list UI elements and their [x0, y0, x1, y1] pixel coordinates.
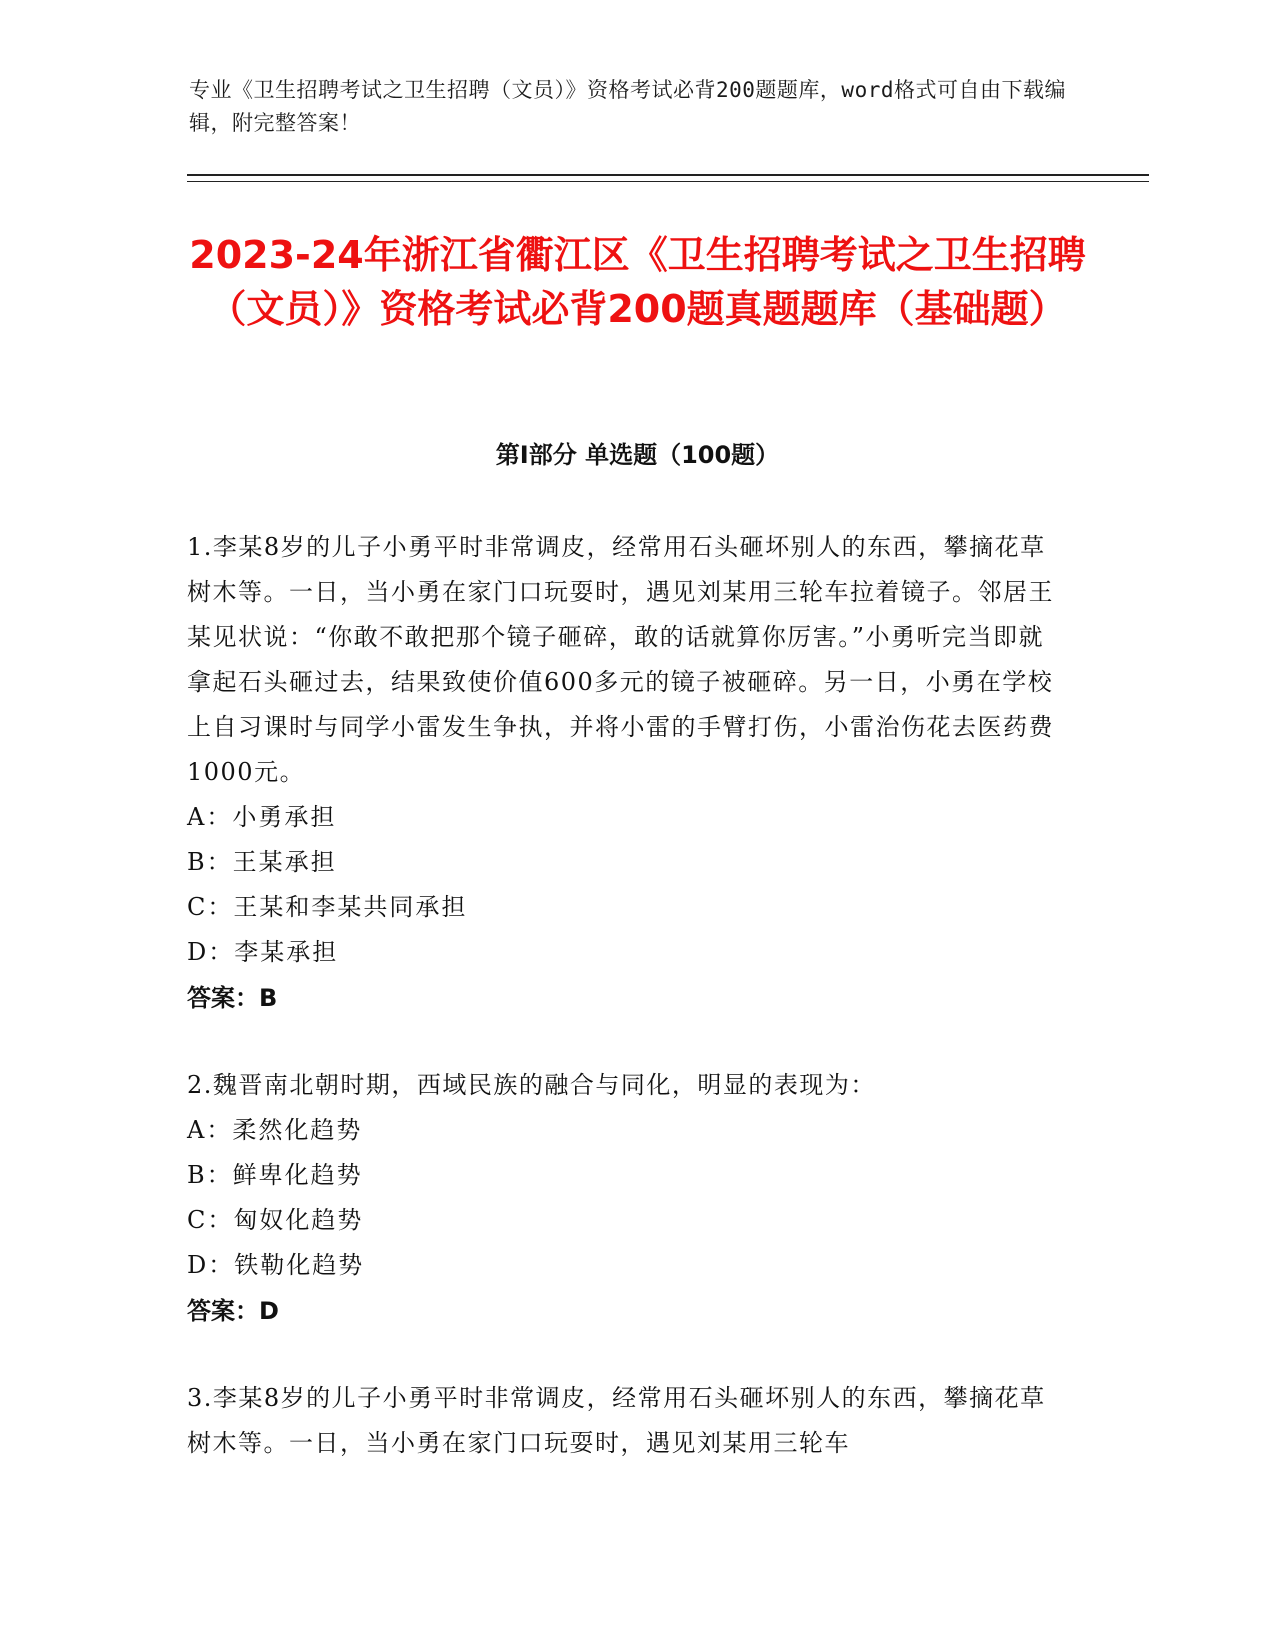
header-note: 专业《卫生招聘考试之卫生招聘（文员）》资格考试必背200题题库，word格式可自由下载编辑，附完整答案！: [189, 78, 1066, 135]
question-2: [187, 1063, 1067, 1334]
question-stem: 3.李某8岁的儿子小勇平时非常调皮，经常用石头砸坏别人的东西，攀摘花草树木等。一日，当小勇在家门口玩耍时，遇见刘某用三轮车: [187, 1384, 1046, 1457]
header-divider-thin: [187, 181, 1149, 182]
question-1: [187, 525, 1067, 1021]
question-3: [187, 1376, 1067, 1466]
document-title: 2023-24年浙江省衢江区《卫生招聘考试之卫生招聘（文员）》资格考试必背200题真题题库（基础题）: [189, 233, 1086, 331]
option-b: B：王某承担: [187, 848, 337, 876]
header-divider-thick: [187, 174, 1149, 176]
option-a: A：柔然化趋势: [187, 1116, 363, 1144]
option-c: C：匈奴化趋势: [187, 1206, 364, 1234]
answer: 答案：D: [187, 1297, 279, 1325]
section-title: 第I部分 单选题（100题）: [495, 441, 780, 469]
option-a: A：小勇承担: [187, 803, 337, 831]
answer: 答案：B: [187, 984, 278, 1012]
question-stem: 2.魏晋南北朝时期，西域民族的融合与同化，明显的表现为：: [187, 1071, 876, 1099]
option-d: D：李某承担: [187, 938, 339, 966]
option-b: B：鲜卑化趋势: [187, 1161, 363, 1189]
question-stem: 1.李某8岁的儿子小勇平时非常调皮，经常用石头砸坏别人的东西，攀摘花草树木等。一日，当小勇在家门口玩耍时，遇见刘某用三轮车拉着镜子。邻居王某见状说：“你敢不敢把那个镜子砸碎，敢的话就算你厉害。”小勇听完当即就拿起石头砸过去，结果致使价值600多元的镜子被砸碎。另一日，小勇在学校上自习课时与同学小雷发生争执，并将小雷的手臂打伤，小雷治伤花去医药费1000元。: [187, 533, 1054, 786]
option-c: C：王某和李某共同承担: [187, 893, 468, 921]
option-d: D：铁勒化趋势: [187, 1251, 365, 1279]
question-list: [187, 525, 1067, 1508]
